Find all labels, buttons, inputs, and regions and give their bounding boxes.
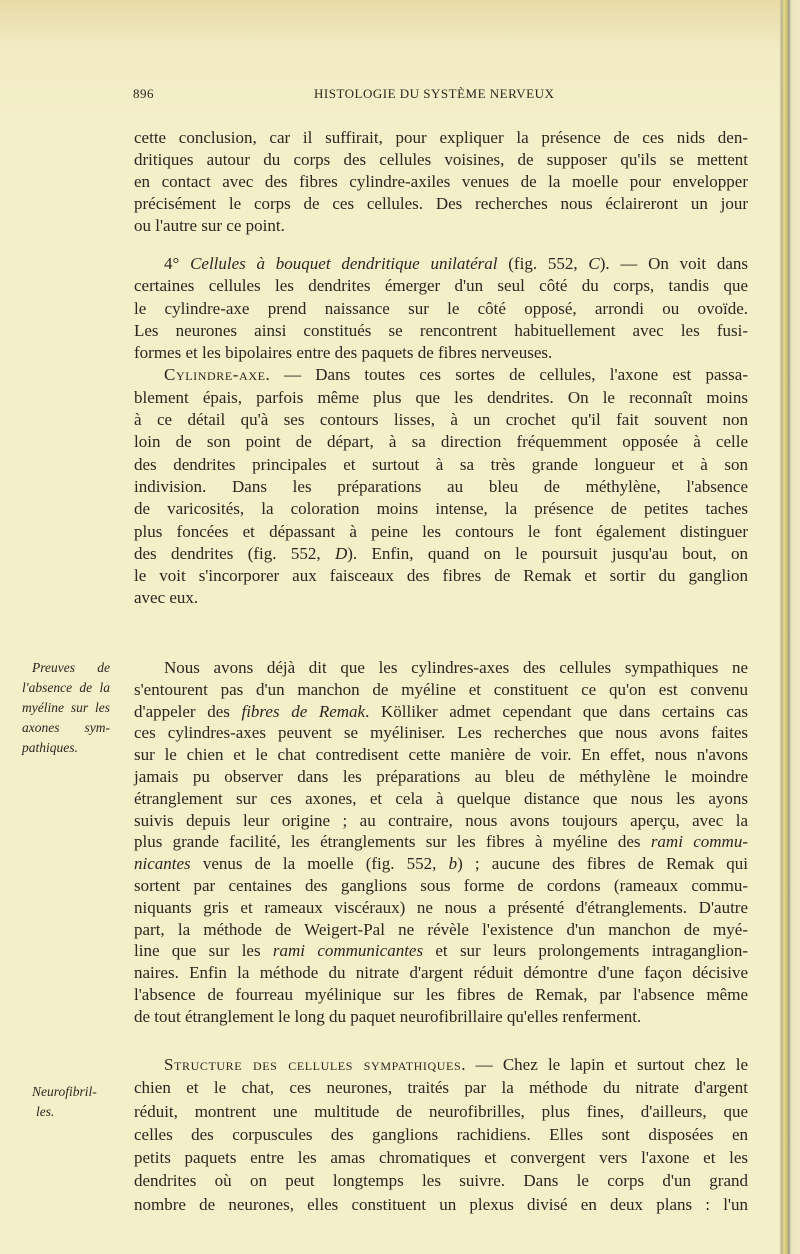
text-run: des dendrites principales et surtout à sa très grande longueur et à son xyxy=(134,454,748,474)
text-line xyxy=(134,275,748,297)
text-run: sur le chien et le chat contredisent cette manière de voir. En effet, nous n'avons xyxy=(134,745,748,765)
text-run: Les neurones ainsi constitués se rencontrent habituellement avec les fusi- xyxy=(134,320,748,340)
small-caps-text: Cylindre-axe xyxy=(164,365,266,385)
italic-text: rami communicantes xyxy=(272,941,424,961)
text-line xyxy=(134,498,748,520)
text-line xyxy=(134,431,748,453)
text-line xyxy=(134,1100,748,1123)
text-run: certaines cellules les dendrites émerger d'un seul côté du corps, tandis que xyxy=(134,276,748,296)
text-run: le voit s'incorporer aux faisceaux des fibres de Remak et sortir du ganglion xyxy=(134,566,748,586)
text-run: ) ; aucune des fibres de Remak qui xyxy=(457,854,748,874)
text-line xyxy=(134,1193,748,1216)
text-run: line que sur les xyxy=(134,941,273,961)
text-run: plus grande facilité, les étranglements sur les fibres à myéline des xyxy=(134,832,651,852)
text-run: en contact avec des fibres cylindre-axiles venues de la moelle pour envelopper xyxy=(134,172,748,191)
text-run: formes et les bipolaires entre des paquets de fibres nerveuses. xyxy=(134,343,553,363)
text-line xyxy=(134,1123,748,1146)
text-line xyxy=(134,543,748,565)
text-run: niquants gris et rameaux viscéraux) ne nous a présenté d'étranglements. D'autre xyxy=(134,897,748,917)
text-line xyxy=(134,875,748,897)
text-run: petits paquets entre les amas chromatiques et convergent vers l'axone et les xyxy=(134,1148,748,1168)
page-header xyxy=(133,86,748,106)
text-line xyxy=(134,387,748,409)
text-run: loin de son point de départ, à sa direction fréquemment opposée à celle xyxy=(134,432,748,452)
paragraph-preuves-myeline xyxy=(134,657,748,1028)
text-line xyxy=(134,831,748,853)
text-run: ). Enfin, quand on le poursuit jusqu'au bout, on xyxy=(347,543,748,563)
text-line xyxy=(134,984,748,1006)
paragraph-conclusion xyxy=(134,127,748,237)
text-run: celles des corpuscules des ganglions rachidiens. Elles sont disposées en xyxy=(134,1124,748,1144)
italic-text: fibres de Remak xyxy=(241,701,366,721)
margin-note-preuves xyxy=(22,658,110,758)
text-run: sortent par centaines des ganglions sous forme de cordons (rameaux commu- xyxy=(134,875,748,895)
margin-note-line: les. xyxy=(36,1104,55,1119)
text-line xyxy=(134,788,748,810)
text-run: étranglement sur ces axones, et cela à quelque distance que nous les ayons xyxy=(134,788,748,808)
text-line xyxy=(134,679,748,701)
text-run: jamais pu observer dans les préparations au bleu de méthylène le moindre xyxy=(134,766,748,786)
text-line xyxy=(134,193,748,215)
text-line xyxy=(134,722,748,744)
small-caps-text: Structure des cellules sympathiques xyxy=(164,1055,462,1074)
text-line xyxy=(134,215,748,237)
page-number: 896 xyxy=(133,86,154,101)
text-run: chien et le chat, ces neurones, traités par la méthode du nitrate d'argent xyxy=(134,1078,748,1098)
text-run: ces cylindres-axes peuvent se myéliniser. Les recherches que nous avons faites xyxy=(134,723,748,743)
text-run: . — Chez le lapin et surtout chez le xyxy=(461,1055,748,1074)
text-line xyxy=(134,1006,748,1028)
text-line xyxy=(134,320,748,342)
text-line xyxy=(134,657,748,679)
book-binding-edge xyxy=(780,0,800,1254)
text-line xyxy=(134,1169,748,1192)
text-run: l'absence de fourreau myélinique sur les fibres de Remak, par l'absence même xyxy=(134,984,748,1004)
text-line xyxy=(134,1053,748,1076)
text-line xyxy=(134,1146,748,1169)
text-run: indivision. Dans les préparations au bleu de méthylène, l'absence xyxy=(134,476,748,496)
text-line xyxy=(134,744,748,766)
text-line xyxy=(134,364,748,386)
text-line xyxy=(134,521,748,543)
text-line xyxy=(134,253,748,275)
text-line xyxy=(134,342,748,364)
text-run: 4° xyxy=(164,254,191,273)
text-line xyxy=(134,940,748,962)
margin-note-line: pathiques. xyxy=(22,740,78,755)
text-line xyxy=(134,565,748,587)
text-run: . — Dans toutes ces sortes de cellules, l'axone est passa- xyxy=(265,365,748,385)
text-run: naires. Enfin la méthode du nitrate d'argent réduit démontre d'une façon décisive xyxy=(134,963,748,983)
italic-text: Cellules à bouquet dendritique unilatéral xyxy=(190,254,498,273)
text-run: ou l'autre sur ce point. xyxy=(134,216,285,235)
text-line xyxy=(134,298,748,320)
text-run: dendrites où on peut longtemps les suivre. Dans le corps d'un grand xyxy=(134,1171,748,1191)
paragraph-cellules-bouquet xyxy=(134,253,748,610)
text-run: avec eux. xyxy=(134,588,199,608)
margin-note-line: l'absence de la xyxy=(22,680,110,695)
paragraph-structure xyxy=(134,1053,748,1216)
text-line xyxy=(134,409,748,431)
text-run: . Kölliker admet cependant que dans certains cas xyxy=(365,701,749,721)
text-line xyxy=(134,149,748,171)
italic-text: rami commu- xyxy=(650,832,748,852)
text-run: d'appeler des xyxy=(134,701,242,721)
text-run: part, la méthode de Weigert-Pal ne révèle l'existence d'un manchon de myé- xyxy=(134,919,748,939)
text-run: plus foncées et dépassant à peine les contours le font également distinguer xyxy=(134,521,748,541)
text-line xyxy=(134,587,748,609)
italic-text: C xyxy=(588,254,600,273)
text-line xyxy=(134,701,748,723)
text-run: Nous avons déjà dit que les cylindres-axes des cellules sympathiques ne xyxy=(164,658,748,677)
italic-text: b xyxy=(448,854,458,874)
text-run: venus de la moelle (fig. 552, xyxy=(190,854,449,874)
text-line xyxy=(134,810,748,832)
text-line xyxy=(134,1076,748,1099)
margin-note-line: Preuves de xyxy=(32,660,110,675)
text-line xyxy=(134,454,748,476)
text-run: précisément le corps de ces cellules. Des recherches nous éclaireront un jour xyxy=(134,194,748,213)
text-line xyxy=(134,476,748,498)
text-line xyxy=(134,853,748,875)
text-run: cette conclusion, car il suffirait, pour expliquer la présence de ces nids den- xyxy=(134,128,748,147)
running-title: HISTOLOGIE DU SYSTÈME NERVEUX xyxy=(314,86,555,101)
text-line xyxy=(134,127,748,149)
text-run: de varicosités, la coloration moins intense, la présence de petites taches xyxy=(134,499,748,519)
margin-note-line: axones sym- xyxy=(22,720,110,735)
text-run: ). — On voit dans xyxy=(599,254,749,273)
text-line xyxy=(134,171,748,193)
text-run: (fig. 552, xyxy=(497,254,589,273)
text-run: de tout étranglement le long du paquet neurofibrillaire qu'elles renferment. xyxy=(134,1006,642,1026)
margin-note-line: myéline sur les xyxy=(22,700,110,715)
italic-text: D xyxy=(334,543,348,563)
text-run: nombre de neurones, elles constituent un plexus divisé en deux plans : l'un xyxy=(134,1194,748,1214)
text-line xyxy=(134,897,748,919)
text-line xyxy=(134,962,748,984)
margin-note-line: Neurofibril- xyxy=(32,1084,97,1099)
text-run: s'entourent pas d'un manchon de myéline et constituent ce qu'on est convenu xyxy=(134,679,748,699)
text-run: suivis depuis leur origine ; au contraire, nous avons toujours aperçu, avec la xyxy=(134,810,748,830)
text-line xyxy=(134,766,748,788)
text-run: et sur leurs prolongements intraganglion- xyxy=(423,941,749,961)
text-line xyxy=(134,919,748,941)
text-run: à ce détail qu'à ses contours lisses, à un crochet qu'il fait souvent non xyxy=(134,410,748,430)
text-run: réduit, montrent une multitude de neurofibrilles, plus fines, d'ailleurs, que xyxy=(134,1101,748,1121)
text-run: le cylindre-axe prend naissance sur le côté opposé, arrondi ou ovoïde. xyxy=(134,298,748,318)
text-run: dritiques autour du corps des cellules voisines, de supposer qu'ils se mettent xyxy=(134,150,748,169)
text-run: des dendrites (fig. 552, xyxy=(134,543,335,563)
margin-note-neurofibrilles xyxy=(22,1082,110,1122)
text-run: blement épais, parfois même plus que les dendrites. On le reconnaît moins xyxy=(134,387,748,407)
italic-text: nicantes xyxy=(134,854,191,874)
